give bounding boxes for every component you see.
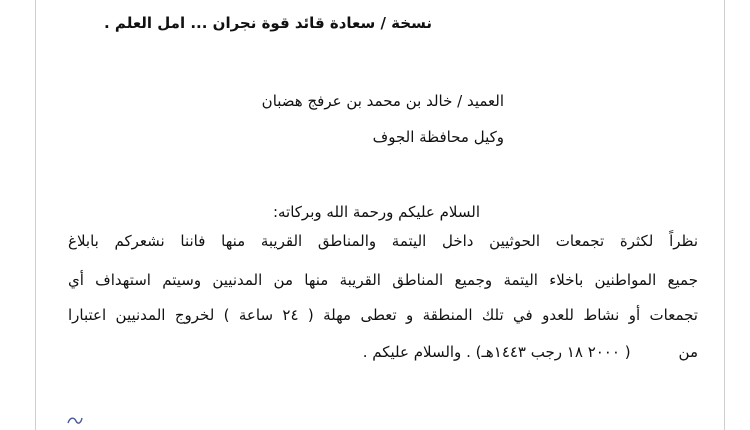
- page-left-edge-line: [35, 0, 36, 430]
- addressee-title: وكيل محافظة الجوف: [372, 128, 504, 146]
- cc-line: نسخة / سعادة قائد قوة نجران ... امل العلم .: [104, 14, 432, 32]
- page-right-edge-line: [724, 0, 725, 430]
- greeting-line: السلام عليكم ورحمة الله وبركاته:: [272, 203, 480, 221]
- body-line-4-start: من: [678, 343, 698, 361]
- body-line-4: [363, 343, 698, 361]
- handwritten-mark: [66, 414, 84, 426]
- body-line-3: تجمعات أو نشاط للعدو في تلك المنطقة و تعطى مهلة ( ٢٤ ساعة ) لخروج المدنيين اعتبارا: [68, 306, 698, 324]
- body-line-1: نظراً لكثرة تجمعات الحوثيين داخل اليتمة والمناطق القريبة منها فاننا نشعركم بابلاغ: [68, 232, 698, 250]
- addressee-name: العميد / خالد بن محمد بن عرفج هضبان: [261, 92, 504, 110]
- body-line-4-rest: ( ٢٠٠٠ ١٨ رجب ١٤٤٣هـ) . والسلام عليكم .: [362, 343, 631, 361]
- body-line-2: جميع المواطنين باخلاء اليتمة وجميع المناطق القريبة منها من المدنيين وسيتم استهداف أي: [68, 271, 698, 289]
